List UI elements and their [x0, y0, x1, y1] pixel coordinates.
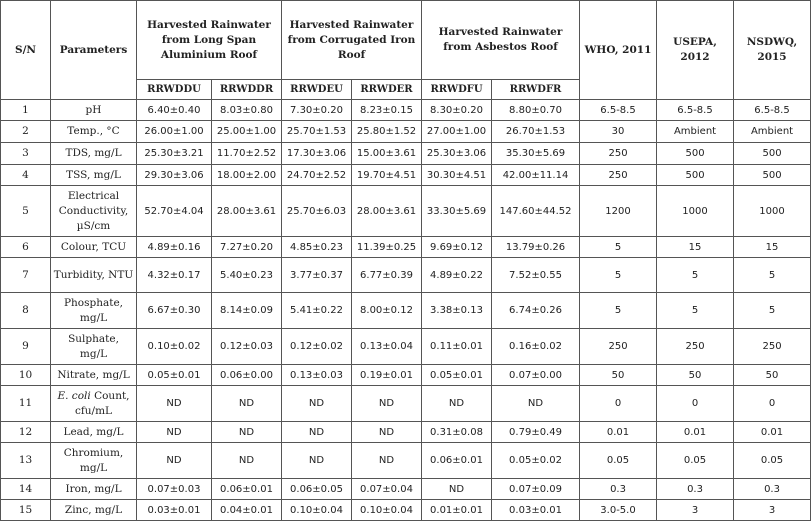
- value-cell: 0.05±0.02: [492, 443, 580, 479]
- sn-cell: 2: [1, 121, 51, 143]
- value-cell: ND: [137, 443, 212, 479]
- value-cell: 0.05±0.01: [422, 365, 492, 386]
- value-cell: 0.16±0.02: [492, 329, 580, 365]
- value-cell: 7.52±0.55: [492, 258, 580, 293]
- value-cell: 15.00±3.61: [352, 143, 422, 165]
- nsdwq-cell: 500: [734, 143, 811, 165]
- parameter-cell: Lead, mg/L: [51, 422, 137, 443]
- value-cell: 0.31±0.08: [422, 422, 492, 443]
- header-rrwdfu: RRWDFU: [422, 80, 492, 100]
- value-cell: 0.03±0.01: [492, 500, 580, 521]
- value-cell: 42.00±11.14: [492, 165, 580, 186]
- value-cell: 4.32±0.17: [137, 258, 212, 293]
- header-nsdwq: NSDWQ, 2015: [734, 1, 811, 100]
- nsdwq-cell: 0: [734, 386, 811, 422]
- sn-cell: 4: [1, 165, 51, 186]
- table-row: [1, 293, 811, 329]
- value-cell: 8.03±0.80: [212, 100, 282, 121]
- value-cell: 9.69±0.12: [422, 237, 492, 258]
- value-cell: 0.12±0.03: [212, 329, 282, 365]
- who-cell: 0.05: [580, 443, 657, 479]
- sn-cell: 7: [1, 258, 51, 293]
- table-row: [1, 258, 811, 293]
- value-cell: 19.70±4.51: [352, 165, 422, 186]
- who-cell: 30: [580, 121, 657, 143]
- sn-cell: 13: [1, 443, 51, 479]
- header-rrwdfr: RRWDFR: [492, 80, 580, 100]
- value-cell: 26.70±1.53: [492, 121, 580, 143]
- parameter-cell: Sulphate, mg/L: [51, 329, 137, 365]
- parameter-cell: Nitrate, mg/L: [51, 365, 137, 386]
- who-cell: 5: [580, 258, 657, 293]
- value-cell: 25.00±1.00: [212, 121, 282, 143]
- value-cell: 0.19±0.01: [352, 365, 422, 386]
- value-cell: ND: [352, 443, 422, 479]
- value-cell: 11.70±2.52: [212, 143, 282, 165]
- value-cell: ND: [212, 386, 282, 422]
- value-cell: 17.30±3.06: [282, 143, 352, 165]
- value-cell: ND: [137, 422, 212, 443]
- table-row: [1, 422, 811, 443]
- value-cell: 25.70±6.03: [282, 186, 352, 237]
- header-who: WHO, 2011: [580, 1, 657, 100]
- usepa-cell: 0.05: [657, 443, 734, 479]
- nsdwq-cell: 50: [734, 365, 811, 386]
- usepa-cell: 5: [657, 293, 734, 329]
- value-cell: 3.77±0.37: [282, 258, 352, 293]
- usepa-cell: Ambient: [657, 121, 734, 143]
- usepa-cell: 50: [657, 365, 734, 386]
- value-cell: 0.04±0.01: [212, 500, 282, 521]
- value-cell: ND: [422, 386, 492, 422]
- value-cell: 0.10±0.04: [352, 500, 422, 521]
- usepa-cell: 3: [657, 500, 734, 521]
- value-cell: 0.79±0.49: [492, 422, 580, 443]
- value-cell: 18.00±2.00: [212, 165, 282, 186]
- value-cell: 4.85±0.23: [282, 237, 352, 258]
- parameter-cell: Colour, TCU: [51, 237, 137, 258]
- value-cell: 0.07±0.03: [137, 479, 212, 500]
- usepa-cell: 15: [657, 237, 734, 258]
- value-cell: 5.40±0.23: [212, 258, 282, 293]
- value-cell: ND: [492, 386, 580, 422]
- value-cell: 0.11±0.01: [422, 329, 492, 365]
- value-cell: ND: [212, 443, 282, 479]
- nsdwq-cell: 15: [734, 237, 811, 258]
- e-coli-label: E. coli: [57, 389, 91, 402]
- usepa-cell: 0.3: [657, 479, 734, 500]
- value-cell: 25.30±3.21: [137, 143, 212, 165]
- value-cell: 0.01±0.01: [422, 500, 492, 521]
- nsdwq-cell: 5: [734, 258, 811, 293]
- who-cell: 250: [580, 329, 657, 365]
- sn-cell: 3: [1, 143, 51, 165]
- nsdwq-cell: 0.05: [734, 443, 811, 479]
- parameter-cell: TDS, mg/L: [51, 143, 137, 165]
- usepa-cell: 0.01: [657, 422, 734, 443]
- nsdwq-cell: 1000: [734, 186, 811, 237]
- header-rrwddu: RRWDDU: [137, 80, 212, 100]
- value-cell: 25.70±1.53: [282, 121, 352, 143]
- nsdwq-cell: 0.01: [734, 422, 811, 443]
- value-cell: 52.70±4.04: [137, 186, 212, 237]
- value-cell: 7.30±0.20: [282, 100, 352, 121]
- header-rrwdeu: RRWDEU: [282, 80, 352, 100]
- usepa-cell: 0: [657, 386, 734, 422]
- usepa-cell: 500: [657, 143, 734, 165]
- value-cell: 33.30±5.69: [422, 186, 492, 237]
- header-parameters: Parameters: [51, 1, 137, 100]
- value-cell: 0.07±0.00: [492, 365, 580, 386]
- sn-cell: 15: [1, 500, 51, 521]
- table-row: [1, 186, 811, 237]
- table-row: [1, 443, 811, 479]
- nsdwq-cell: 3: [734, 500, 811, 521]
- value-cell: ND: [137, 386, 212, 422]
- value-cell: 4.89±0.16: [137, 237, 212, 258]
- nsdwq-cell: 0.3: [734, 479, 811, 500]
- value-cell: 0.05±0.01: [137, 365, 212, 386]
- value-cell: 25.30±3.06: [422, 143, 492, 165]
- value-cell: 6.40±0.40: [137, 100, 212, 121]
- nsdwq-cell: 500: [734, 165, 811, 186]
- table-row: [1, 479, 811, 500]
- value-cell: 7.27±0.20: [212, 237, 282, 258]
- value-cell: 30.30±4.51: [422, 165, 492, 186]
- usepa-cell: 500: [657, 165, 734, 186]
- who-cell: 5: [580, 237, 657, 258]
- sn-cell: 1: [1, 100, 51, 121]
- header-usepa: USEPA, 2012: [657, 1, 734, 100]
- who-cell: 250: [580, 143, 657, 165]
- table-row: [1, 165, 811, 186]
- value-cell: 0.13±0.04: [352, 329, 422, 365]
- header-long-span-roof: Harvested Rainwater from Long Span Aluminium Roof: [137, 1, 282, 80]
- value-cell: 8.80±0.70: [492, 100, 580, 121]
- nsdwq-cell: Ambient: [734, 121, 811, 143]
- header-corrugated-roof: Harvested Rainwater from Corrugated Iron Roof: [282, 1, 422, 80]
- sn-cell: 12: [1, 422, 51, 443]
- value-cell: ND: [422, 479, 492, 500]
- who-cell: 3.0-5.0: [580, 500, 657, 521]
- nsdwq-cell: 6.5-8.5: [734, 100, 811, 121]
- value-cell: ND: [352, 386, 422, 422]
- value-cell: 0.07±0.09: [492, 479, 580, 500]
- value-cell: 11.39±0.25: [352, 237, 422, 258]
- sn-cell: 8: [1, 293, 51, 329]
- usepa-cell: 1000: [657, 186, 734, 237]
- header-rrwddr: RRWDDR: [212, 80, 282, 100]
- header-rrwder: RRWDER: [352, 80, 422, 100]
- header-asbestos-roof: Harvested Rainwater from Asbestos Roof: [422, 1, 580, 80]
- sn-cell: 6: [1, 237, 51, 258]
- value-cell: 147.60±44.52: [492, 186, 580, 237]
- sn-cell: 9: [1, 329, 51, 365]
- sn-cell: 14: [1, 479, 51, 500]
- nsdwq-cell: 250: [734, 329, 811, 365]
- table-row: [1, 329, 811, 365]
- value-cell: 13.79±0.26: [492, 237, 580, 258]
- who-cell: 1200: [580, 186, 657, 237]
- value-cell: 6.77±0.39: [352, 258, 422, 293]
- value-cell: 27.00±1.00: [422, 121, 492, 143]
- value-cell: 0.13±0.03: [282, 365, 352, 386]
- value-cell: 5.41±0.22: [282, 293, 352, 329]
- value-cell: 0.06±0.01: [422, 443, 492, 479]
- value-cell: ND: [282, 386, 352, 422]
- value-cell: 0.06±0.05: [282, 479, 352, 500]
- value-cell: 0.07±0.04: [352, 479, 422, 500]
- parameter-cell: Phosphate, mg/L: [51, 293, 137, 329]
- sn-cell: 10: [1, 365, 51, 386]
- table-row: [1, 386, 811, 422]
- table-row: [1, 100, 811, 121]
- value-cell: 29.30±3.06: [137, 165, 212, 186]
- value-cell: 28.00±3.61: [212, 186, 282, 237]
- value-cell: 6.67±0.30: [137, 293, 212, 329]
- who-cell: 0: [580, 386, 657, 422]
- value-cell: 0.06±0.01: [212, 479, 282, 500]
- parameter-cell: Electrical Conductivity, µS/cm: [51, 186, 137, 237]
- sn-cell: 11: [1, 386, 51, 422]
- value-cell: ND: [282, 422, 352, 443]
- usepa-cell: 6.5-8.5: [657, 100, 734, 121]
- value-cell: 28.00±3.61: [352, 186, 422, 237]
- parameter-cell: Chromium, mg/L: [51, 443, 137, 479]
- value-cell: 8.00±0.12: [352, 293, 422, 329]
- nsdwq-cell: 5: [734, 293, 811, 329]
- header-row-top: [1, 1, 811, 80]
- value-cell: 0.03±0.01: [137, 500, 212, 521]
- table-row: [1, 143, 811, 165]
- value-cell: 0.06±0.00: [212, 365, 282, 386]
- value-cell: 4.89±0.22: [422, 258, 492, 293]
- parameter-cell: Zinc, mg/L: [51, 500, 137, 521]
- who-cell: 0.3: [580, 479, 657, 500]
- parameter-cell: Temp., °C: [51, 121, 137, 143]
- parameter-cell: [51, 386, 137, 422]
- who-cell: 250: [580, 165, 657, 186]
- usepa-cell: 250: [657, 329, 734, 365]
- value-cell: 24.70±2.52: [282, 165, 352, 186]
- e-coli-unit: Count, cfu/mL: [75, 389, 130, 417]
- value-cell: ND: [352, 422, 422, 443]
- value-cell: 25.80±1.52: [352, 121, 422, 143]
- parameter-cell: Turbidity, NTU: [51, 258, 137, 293]
- parameter-cell: pH: [51, 100, 137, 121]
- value-cell: 0.10±0.02: [137, 329, 212, 365]
- who-cell: 5: [580, 293, 657, 329]
- value-cell: ND: [282, 443, 352, 479]
- value-cell: 26.00±1.00: [137, 121, 212, 143]
- who-cell: 6.5-8.5: [580, 100, 657, 121]
- who-cell: 50: [580, 365, 657, 386]
- table-row: [1, 121, 811, 143]
- who-cell: 0.01: [580, 422, 657, 443]
- sn-cell: 5: [1, 186, 51, 237]
- value-cell: 3.38±0.13: [422, 293, 492, 329]
- value-cell: 8.30±0.20: [422, 100, 492, 121]
- value-cell: 35.30±5.69: [492, 143, 580, 165]
- table-row: [1, 500, 811, 521]
- parameter-cell: TSS, mg/L: [51, 165, 137, 186]
- value-cell: 0.10±0.04: [282, 500, 352, 521]
- header-sn: S/N: [1, 1, 51, 100]
- value-cell: ND: [212, 422, 282, 443]
- value-cell: 8.14±0.09: [212, 293, 282, 329]
- parameter-cell: Iron, mg/L: [51, 479, 137, 500]
- usepa-cell: 5: [657, 258, 734, 293]
- table-row: [1, 237, 811, 258]
- table-row: [1, 365, 811, 386]
- value-cell: 0.12±0.02: [282, 329, 352, 365]
- value-cell: 8.23±0.15: [352, 100, 422, 121]
- value-cell: 6.74±0.26: [492, 293, 580, 329]
